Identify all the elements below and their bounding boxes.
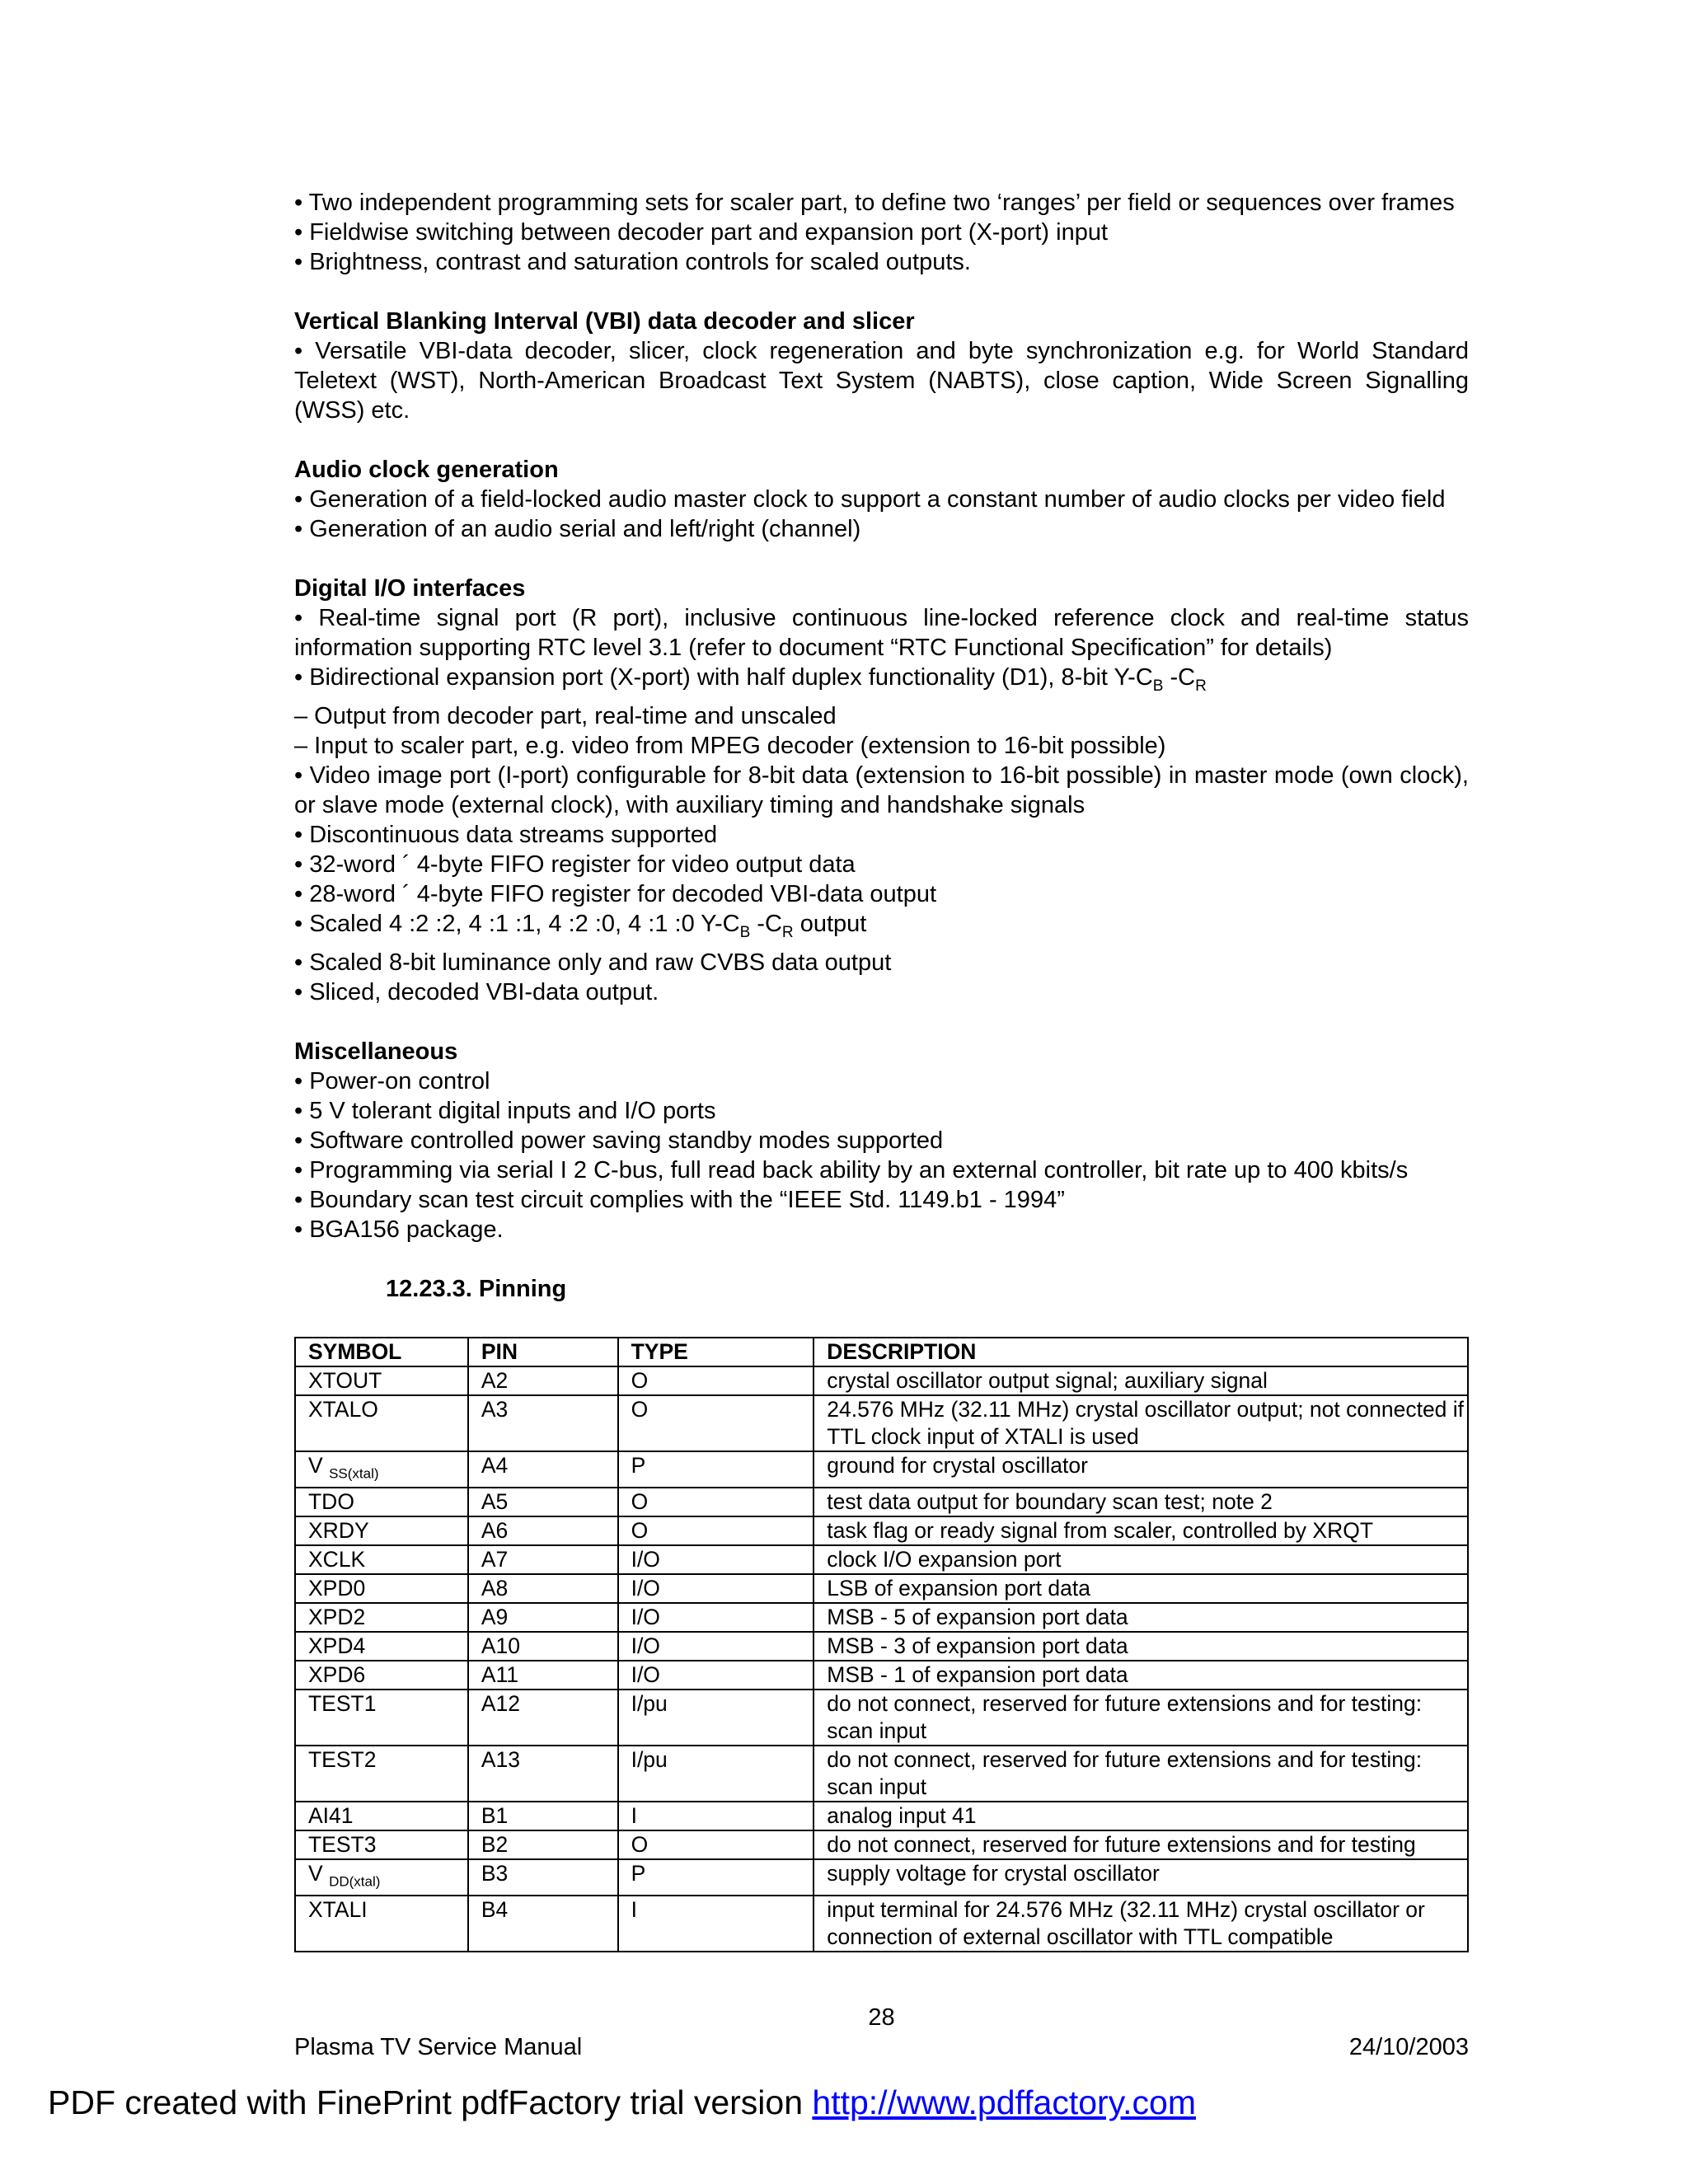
header-description: DESCRIPTION	[814, 1338, 1468, 1366]
pinning-table	[294, 1337, 1469, 1953]
cell-description: ground for crystal oscillator	[814, 1451, 1468, 1488]
cell-symbol: XPD6	[295, 1661, 468, 1690]
cell-symbol: XRDY	[295, 1516, 468, 1545]
cell-pin: B2	[468, 1830, 618, 1859]
cell-description: 24.576 MHz (32.11 MHz) crystal oscillator output; not connected if TTL clock input of XTALI is used	[814, 1395, 1468, 1451]
table-row	[295, 1859, 1468, 1896]
manual-title: Plasma TV Service Manual	[294, 2034, 583, 2060]
audio-item: • Generation of an audio serial and left/right (channel)	[294, 516, 861, 542]
intro-item: • Fieldwise switching between decoder part and expansion port (X-port) input	[294, 219, 1109, 246]
cell-type: I/O	[618, 1661, 814, 1690]
intro-item: • Brightness, contrast and saturation controls for scaled outputs.	[294, 249, 971, 275]
section-heading-vbi: Vertical Blanking Interval (VBI) data decoder and slicer	[294, 308, 915, 335]
digital-item: • 28-word ´ 4-byte FIFO register for decoded VBI-data output	[294, 880, 937, 907]
pinning-heading: 12.23.3. Pinning	[386, 1275, 567, 1302]
digital-item: • Scaled 4 :2 :2, 4 :1 :1, 4 :2 :0, 4 :1 :0 $Y-C_B$ $-C_R$ output	[294, 910, 867, 941]
cell-symbol: TEST1	[295, 1690, 468, 1746]
cell-type: P	[618, 1859, 814, 1896]
table-row	[295, 1661, 1468, 1690]
cell-pin: A10	[468, 1632, 618, 1661]
cell-symbol: AI41	[295, 1802, 468, 1830]
section-heading-digital-io: Digital I/O interfaces	[294, 575, 526, 602]
cell-symbol: XTALI	[295, 1896, 468, 1952]
cell-description: analog input 41	[814, 1802, 1468, 1830]
page-number: 28	[868, 2004, 895, 2031]
cell-symbol: TEST2	[295, 1746, 468, 1802]
cell-description: input terminal for 24.576 MHz (32.11 MHz) crystal oscillator or connection of external oscillator with TTL compatible	[814, 1896, 1468, 1952]
table-row	[295, 1488, 1468, 1516]
cell-pin: A3	[468, 1395, 618, 1451]
cell-pin: A9	[468, 1603, 618, 1632]
digital-item: • Discontinuous data streams supported	[294, 821, 718, 848]
cell-pin: A7	[468, 1545, 618, 1574]
cell-type: O	[618, 1395, 814, 1451]
cell-description: MSB - 3 of expansion port data	[814, 1632, 1468, 1661]
cell-symbol: XPD0	[295, 1574, 468, 1603]
misc-item: • BGA156 package.	[294, 1216, 504, 1243]
cell-pin: B3	[468, 1859, 618, 1896]
cell-type: I/O	[618, 1603, 814, 1632]
cell-pin: A2	[468, 1366, 618, 1395]
cell-symbol: TEST3	[295, 1830, 468, 1859]
header-pin: PIN	[468, 1338, 618, 1366]
cell-type: I	[618, 1802, 814, 1830]
cell-type: O	[618, 1516, 814, 1545]
table-row	[295, 1830, 1468, 1859]
section-heading-misc: Miscellaneous	[294, 1038, 458, 1065]
table-row	[295, 1545, 1468, 1574]
table-row	[295, 1690, 1468, 1746]
table-row	[295, 1395, 1468, 1451]
digital-item: • Real-time signal port (R port), inclusive continuous line-locked reference clock and real-time status information supporting RTC level 3.1 (refer to document “RTC Functional Specification” for details)	[294, 605, 1469, 661]
cell-type: I/pu	[618, 1690, 814, 1746]
header-type: TYPE	[618, 1338, 814, 1366]
digital-item: • 32-word ´ 4-byte FIFO register for video output data	[294, 851, 856, 878]
table-row	[295, 1896, 1468, 1952]
table-row	[295, 1516, 1468, 1545]
cell-symbol: XPD2	[295, 1603, 468, 1632]
pdffactory-banner	[48, 2083, 1196, 2122]
cell-pin: A11	[468, 1661, 618, 1690]
misc-item: • 5 V tolerant digital inputs and I/O ports	[294, 1097, 716, 1124]
cell-symbol: XCLK	[295, 1545, 468, 1574]
cell-symbol: XTOUT	[295, 1366, 468, 1395]
cell-type: O	[618, 1830, 814, 1859]
digital-item: – Output from decoder part, real-time and unscaled	[294, 702, 837, 729]
table-row	[295, 1632, 1468, 1661]
header-symbol: SYMBOL	[295, 1338, 468, 1366]
digital-item: • Scaled 8-bit luminance only and raw CVBS data output	[294, 949, 892, 976]
table-row	[295, 1802, 1468, 1830]
table-row	[295, 1451, 1468, 1488]
misc-item: • Power-on control	[294, 1067, 490, 1094]
misc-item: • Programming via serial I 2 C-bus, full read back ability by an external controller, bit rate up to 400 kbits/s	[294, 1156, 1409, 1183]
cell-pin: A4	[468, 1451, 618, 1488]
pdffactory-link[interactable]: http://www.pdffactory.com	[812, 2083, 1197, 2121]
cell-description: supply voltage for crystal oscillator	[814, 1859, 1468, 1896]
audio-item: • Generation of a field-locked audio master clock to support a constant number of audio clocks per video field	[294, 486, 1446, 513]
document-date: 24/10/2003	[1348, 2034, 1469, 2060]
cell-pin: A8	[468, 1574, 618, 1603]
cell-description: task flag or ready signal from scaler, controlled by XRQT	[814, 1516, 1468, 1545]
cell-symbol: XPD4	[295, 1632, 468, 1661]
misc-item: • Boundary scan test circuit complies with the “IEEE Std. 1149.b1 - 1994”	[294, 1186, 1065, 1213]
banner-text: PDF created with FinePrint pdfFactory trial version	[48, 2083, 813, 2121]
digital-item: – Input to scaler part, e.g. video from MPEG decoder (extension to 16-bit possible)	[294, 732, 1166, 759]
cell-type: I	[618, 1896, 814, 1952]
cell-type: I/O	[618, 1574, 814, 1603]
cell-symbol: V $_{DD(xtal)}$	[295, 1859, 468, 1896]
table-row	[295, 1746, 1468, 1802]
misc-item: • Software controlled power saving standby modes supported	[294, 1127, 944, 1154]
table-row	[295, 1574, 1468, 1603]
intro-item: • Two independent programming sets for scaler part, to define two ‘ranges’ per field or sequences over frames	[294, 190, 1455, 216]
digital-item: • Video image port (I-port) configurable for 8-bit data (extension to 16-bit possible) in master mode (own clock), or slave mode (external clock), with auxiliary timing and handshake signals	[294, 762, 1469, 818]
digital-item: • Bidirectional expansion port (X-port) with half duplex functionality (D1), 8-bit $Y-C_B$ $-C_R$	[294, 664, 1207, 695]
cell-pin: A6	[468, 1516, 618, 1545]
cell-type: O	[618, 1488, 814, 1516]
digital-item: • Sliced, decoded VBI-data output.	[294, 978, 659, 1005]
cell-pin: B1	[468, 1802, 618, 1830]
cell-symbol: TDO	[295, 1488, 468, 1516]
document-body	[294, 188, 1469, 1952]
cell-description: test data output for boundary scan test; note 2	[814, 1488, 1468, 1516]
cell-description: do not connect, reserved for future extensions and for testing: scan input	[814, 1746, 1468, 1802]
cell-type: P	[618, 1451, 814, 1488]
vbi-item: • Versatile VBI-data decoder, slicer, clock regeneration and byte synchronization e.g. for World Standard Teletext (WST), North-American Broadcast Text System (NABTS), close caption, Wide Screen Signalling (WSS) etc.	[294, 338, 1469, 424]
cell-pin: A12	[468, 1690, 618, 1746]
cell-description: do not connect, reserved for future extensions and for testing	[814, 1830, 1468, 1859]
cell-description: MSB - 1 of expansion port data	[814, 1661, 1468, 1690]
cell-description: MSB - 5 of expansion port data	[814, 1603, 1468, 1632]
cell-description: do not connect, reserved for future extensions and for testing: scan input	[814, 1690, 1468, 1746]
cell-description: crystal oscillator output signal; auxiliary signal	[814, 1366, 1468, 1395]
section-heading-audio: Audio clock generation	[294, 457, 559, 483]
cell-symbol: V $_{SS(xtal)}$	[295, 1451, 468, 1488]
cell-type: I/O	[618, 1632, 814, 1661]
cell-type: I/O	[618, 1545, 814, 1574]
cell-symbol: XTALO	[295, 1395, 468, 1451]
table-row	[295, 1366, 1468, 1395]
cell-type: I/pu	[618, 1746, 814, 1802]
cell-pin: A5	[468, 1488, 618, 1516]
table-header-row	[295, 1338, 1468, 1366]
cell-pin: B4	[468, 1896, 618, 1952]
cell-description: clock I/O expansion port	[814, 1545, 1468, 1574]
cell-description: LSB of expansion port data	[814, 1574, 1468, 1603]
cell-type: O	[618, 1366, 814, 1395]
cell-pin: A13	[468, 1746, 618, 1802]
table-row	[295, 1603, 1468, 1632]
